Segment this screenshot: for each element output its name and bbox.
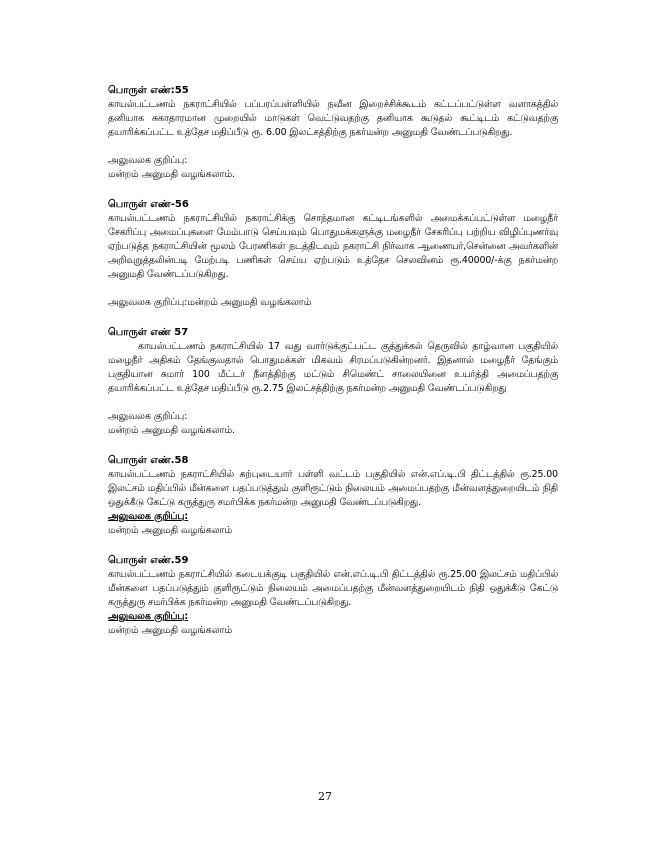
item-body: காயல்பட்டணம் நகராட்சியில் கடையக்குடி பகுதியில் என்.எப்.டி.பி திட்டத்தில் ரூ.25.00 இலட்சம் மதிப்பில் மீன்களை பதப்படுத்தும் குளிரூட்டும் நிலையம் அமைப்பதற்கு மீன்வளத்துறையிடம் நிதி ஒதுக்கீடு கேட்டு கருத்துரு சமர்பிக்க நகர்மன்ற அனுமதி வேண்டப்படுகிறது.	[108, 569, 558, 608]
office-note-value: மன்றம் அனுமதி வழங்கலாம்.	[108, 425, 235, 436]
item-58	[108, 454, 558, 538]
item-heading: பொருள் எண் 57	[108, 327, 189, 338]
item-body: காயல்பட்டணம் நகராட்சியில் பப்பரப்பள்ளியில் நவீன இறைச்சிக்கூடம் கட்டப்பட்டுள்ள வளாகத்தில் தனியாக சுகாதாரமான முறையில் மாடுகள் வெட்டுவதற்கு தனியாக கூடுதல் கூட்டிடம் கட்டுவதற்கு தயாரிக்கப்பட்ட உத்தேச மதிப்பீடு ரூ. 6.00 இலட்சத்திற்கு நகர்மன்ற அனுமதி வேண்டப்படுகிறது.	[108, 99, 558, 138]
item-body: காயல்பட்டணம் நகராட்சியில் 17 வது வார்டுக்குட்பட்ட குத்துக்கல் தெருவில் தாழ்வான பகுதியில் மழைநீர் அதிகம் தேங்குவதால் பொதுமக்கள் மிகவம் சிரமப்படுகின்றனர். இதனால் மழைநீர் தேங்கும் பகுதியான சுமார் 100 மீட்டர் நீளத்திற்கு மட்டும் சிமெண்ட் சாலையினை உயர்த்தி அமைப்பதற்கு தயாரிக்கப்பட்ட உத்தேச மதிப்பீடு ரூ.2.75 இலட்சத்திற்கு நகர்மன்ற அனுமதி வேண்டப்படுகிறது	[108, 341, 558, 394]
office-note-value: மன்றம் அனுமதி வழங்கலாம்	[108, 525, 232, 536]
item-56	[108, 198, 558, 310]
item-body: காயல்பட்டணம் நகராட்சியில் நகராட்சிக்கு சொந்தமான கட்டிடங்களில் அமைக்கப்பட்டுள்ள மழைநீர் சேகரிப்பு அமைப்புகளை மேம்பாடு செய்யவும் பொதுமக்களுக்கு மழைநீர் சேகரிப்பு பற்றிய விழிப்புணர்வு ஏற்படுத்த நகராட்சியின் மூலம் பேரணிகள் நடத்திடவும் நகராட்சி நிர்வாக ஆணையர்,சென்னை அவர்களின் அறிவுறுத்தலின்படி மேற்படி பணிகள் செய்ய ஏற்படும் உத்தேச செலவினம் ரூ.40000/-க்கு நகர்மன்ற அனுமதி வேண்டப்படுகிறது.	[108, 213, 558, 280]
office-note-inline: அலுவலக குறிப்பு:மன்றம் அனுமதி வழங்கலாம்	[108, 297, 312, 308]
page-number: 27	[318, 790, 332, 803]
page-content	[108, 84, 558, 638]
item-55	[108, 84, 558, 182]
item-heading: பொருள் எண்:55	[108, 85, 189, 96]
office-note-value: மன்றம் அனுமதி வழங்கலாம்.	[108, 169, 235, 180]
item-59	[108, 554, 558, 638]
office-note-label: அலுவலக குறிப்பு:	[108, 611, 189, 622]
item-57	[108, 326, 558, 438]
office-note-label: அலுவலக குறிப்பு:	[108, 155, 188, 166]
item-heading: பொருள் எண்.59	[108, 555, 189, 566]
office-note-label: அலுவலக குறிப்பு:	[108, 511, 189, 522]
office-note-value: மன்றம் அனுமதி வழங்கலாம்	[108, 625, 232, 636]
item-body: காயல்பட்டணம் நகராட்சியில் கற்புடையார் பள்ளி வட்டம் பகுதியில் என்.எப்.டி.பி திட்டத்தில் ரூ.25.00 இலட்சம் மதிப்பில் மீன்களை பதப்படுத்தும் குளிரூட்டும் நிலையம் அமைப்பதற்கு மீன்வளத்துறையிடம் நிதி ஒதுக்கீடு கேட்டு கருத்துரு சமர்பிக்க நகர்மன்ற அனுமதி வேண்டப்படுகிறது.	[108, 469, 558, 508]
office-note-label: அலுவலக குறிப்பு:	[108, 411, 188, 422]
item-heading: பொருள் எண்-56	[108, 199, 189, 210]
item-heading: பொருள் எண்.58	[108, 455, 189, 466]
